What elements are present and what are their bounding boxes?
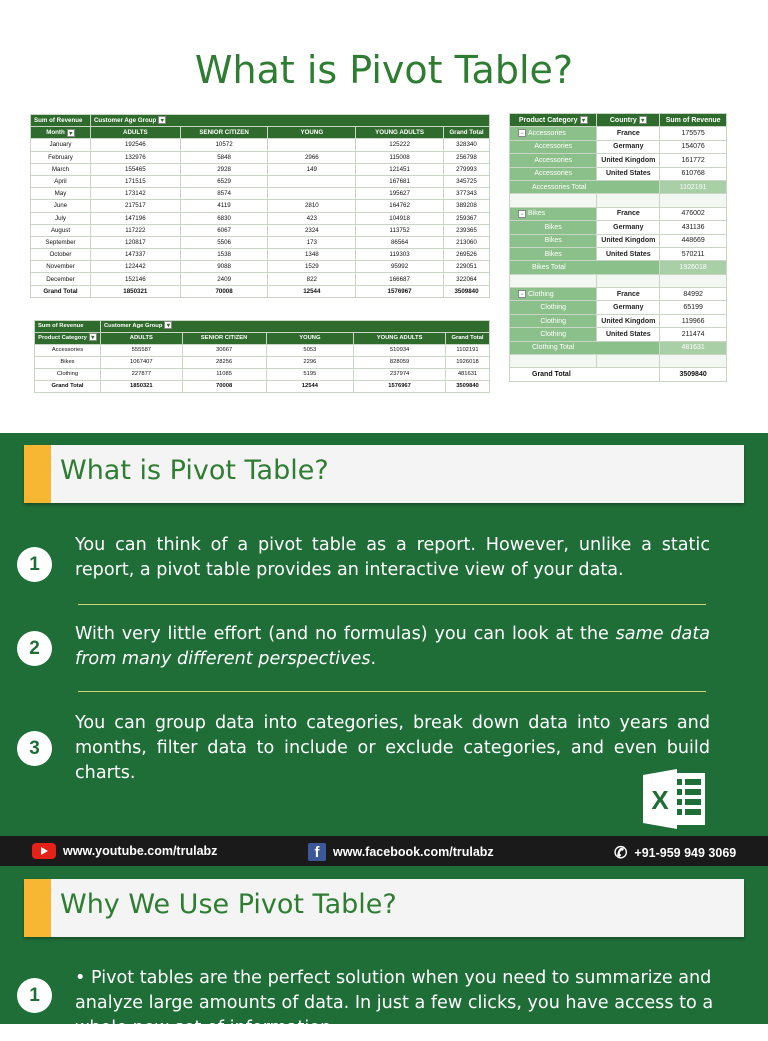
table-cell: 1102191 <box>445 345 489 357</box>
table-cell: 510934 <box>354 345 446 357</box>
table-cell: 11085 <box>182 369 266 381</box>
dropdown-icon[interactable]: ▾ <box>158 116 166 124</box>
table-cell: 822 <box>268 273 356 285</box>
divider <box>78 691 706 692</box>
country-cell: United Kingdom <box>597 314 660 327</box>
table-cell: 328340 <box>444 139 490 151</box>
collapse-icon[interactable]: − <box>518 129 526 137</box>
category-total-row <box>510 341 727 354</box>
grand-total-label: Grand Total <box>510 368 660 381</box>
table-row <box>35 345 490 357</box>
table-cell: 389208 <box>444 200 490 212</box>
country-cell: United States <box>597 328 660 341</box>
grand-total-row <box>510 368 727 381</box>
column-header: ADULTS <box>90 127 180 139</box>
table-cell: 125222 <box>356 139 444 151</box>
table-row <box>31 236 490 248</box>
table-cell: 104918 <box>356 212 444 224</box>
table-cell: 828059 <box>354 357 446 369</box>
table-row <box>31 139 490 151</box>
column-filter[interactable]: Country ▾ <box>597 114 660 127</box>
column-header: Grand Total <box>445 333 489 345</box>
table-cell: 322064 <box>444 273 490 285</box>
table-cell: 2966 <box>268 151 356 163</box>
table-cell: 5195 <box>266 369 354 381</box>
table-cell: Bikes <box>35 357 101 369</box>
table-row <box>31 188 490 200</box>
point-text: • Pivot tables are the perfect solution when you need to summarize and analyze large amounts of data. In just a few clicks, you have access to a whole new set of information. <box>75 968 714 1038</box>
table-cell: 1067407 <box>100 357 182 369</box>
table-cell: 1348 <box>268 249 356 261</box>
category-total-label: Accessories Total <box>510 180 660 193</box>
table-cell: 3509840 <box>445 381 489 393</box>
table-cell: January <box>31 139 91 151</box>
category-cell: Accessories <box>510 154 597 167</box>
point-number: 2 <box>17 631 52 666</box>
point-number: 3 <box>17 731 52 766</box>
table-row <box>510 314 727 327</box>
table-cell: 6067 <box>180 224 268 236</box>
table-cell: 195627 <box>356 188 444 200</box>
revenue-cell: 161772 <box>660 154 727 167</box>
table-cell: 167681 <box>356 175 444 187</box>
table-cell: 2296 <box>266 357 354 369</box>
revenue-cell: 84992 <box>660 288 727 301</box>
section-banner-what-is <box>24 445 744 503</box>
table-cell: September <box>31 236 91 248</box>
table-cell: 121451 <box>356 163 444 175</box>
phone-number: +91-959 949 3069 <box>634 846 737 860</box>
spacer-row <box>510 194 727 207</box>
table-cell: July <box>31 212 91 224</box>
category-total-value: 1926018 <box>660 261 727 274</box>
header-row <box>35 333 490 345</box>
excel-icon <box>641 767 707 831</box>
banner-accent <box>24 879 51 937</box>
column-header: YOUNG ADULTS <box>356 127 444 139</box>
column-header: Sum of Revenue <box>660 114 727 127</box>
table-cell: 3509840 <box>444 285 490 297</box>
pivot-table-by-country <box>509 113 727 382</box>
header-row <box>31 115 490 127</box>
section-heading: Why We Use Pivot Table? <box>60 889 397 920</box>
row-label-filter[interactable]: Product Category ▾ <box>35 333 101 345</box>
table-cell <box>597 274 660 287</box>
row-label-filter[interactable]: Month ▾ <box>31 127 91 139</box>
table-row <box>510 247 727 260</box>
table-cell: 117222 <box>90 224 180 236</box>
table-cell <box>268 139 356 151</box>
table-cell: Grand Total <box>31 285 91 297</box>
table-cell <box>660 194 727 207</box>
table-row <box>31 249 490 261</box>
table-cell: 213060 <box>444 236 490 248</box>
table-cell: 113752 <box>356 224 444 236</box>
point-number: 1 <box>17 978 52 1013</box>
table-row <box>31 273 490 285</box>
table-cell: 173142 <box>90 188 180 200</box>
table-cell <box>660 274 727 287</box>
table-row <box>510 154 727 167</box>
dropdown-icon[interactable]: ▾ <box>639 116 647 124</box>
table-cell: Clothing <box>35 369 101 381</box>
table-cell: 1926018 <box>445 357 489 369</box>
table-cell: February <box>31 151 91 163</box>
table-cell: May <box>31 188 91 200</box>
header-row <box>31 127 490 139</box>
page-title: What is Pivot Table? <box>194 48 574 92</box>
table-cell: 1850321 <box>100 381 182 393</box>
country-cell: France <box>597 207 660 220</box>
header-row <box>510 114 727 127</box>
svg-text:X: X <box>651 785 669 815</box>
category-total-label: Clothing Total <box>510 341 660 354</box>
country-cell: United Kingdom <box>597 154 660 167</box>
table-cell: 2409 <box>180 273 268 285</box>
table-cell: 122442 <box>90 261 180 273</box>
table-cell: 239365 <box>444 224 490 236</box>
revenue-cell: 119966 <box>660 314 727 327</box>
column-header: ADULTS <box>100 333 182 345</box>
table-cell: 237974 <box>354 369 446 381</box>
table-cell: 164762 <box>356 200 444 212</box>
revenue-cell: 570211 <box>660 247 727 260</box>
table-cell: June <box>31 200 91 212</box>
table-cell: 2928 <box>180 163 268 175</box>
category-total-value: 481631 <box>660 341 727 354</box>
table-cell: April <box>31 175 91 187</box>
table-cell: 2810 <box>268 200 356 212</box>
column-header: YOUNG <box>268 127 356 139</box>
table-cell: 119303 <box>356 249 444 261</box>
facebook-icon: f <box>308 843 326 861</box>
table-cell: 377343 <box>444 188 490 200</box>
facebook-link[interactable] <box>308 843 494 861</box>
table-row <box>31 163 490 175</box>
revenue-cell: 175575 <box>660 127 727 140</box>
table-cell: 155465 <box>90 163 180 175</box>
collapse-icon[interactable]: − <box>518 290 526 298</box>
grand-total-row <box>31 285 490 297</box>
table-cell <box>510 194 597 207</box>
table-cell: 259367 <box>444 212 490 224</box>
table-cell: Grand Total <box>35 381 101 393</box>
table-cell <box>660 355 727 368</box>
pivot-table-by-month <box>30 114 490 298</box>
table-cell: 147337 <box>90 249 180 261</box>
table-row <box>31 212 490 224</box>
table-cell: 5506 <box>180 236 268 248</box>
banner-accent <box>24 445 51 503</box>
table-cell: 1538 <box>180 249 268 261</box>
table-row <box>31 151 490 163</box>
spacer-row <box>510 355 727 368</box>
table-cell <box>268 188 356 200</box>
table-cell: October <box>31 249 91 261</box>
column-filter[interactable]: Product Category ▾ <box>510 114 597 127</box>
table-cell: 12544 <box>268 285 356 297</box>
collapse-icon[interactable]: − <box>518 210 526 218</box>
contact-footer <box>0 836 768 866</box>
table-row <box>510 127 727 140</box>
category-cell: Clothing <box>510 301 597 314</box>
table-cell: 1576967 <box>354 381 446 393</box>
table-cell: 70008 <box>182 381 266 393</box>
table-row <box>510 328 727 341</box>
revenue-cell: 610768 <box>660 167 727 180</box>
table-cell: 256798 <box>444 151 490 163</box>
point-text: You can group data into categories, break down data into years and months, filter data to include or exclude categories, and even build charts. <box>75 713 710 783</box>
table-cell: November <box>31 261 91 273</box>
country-cell: Germany <box>597 140 660 153</box>
table-cell: 5848 <box>180 151 268 163</box>
category-cell: Clothing <box>510 328 597 341</box>
dropdown-icon[interactable]: ▾ <box>580 116 588 124</box>
phone-contact <box>614 843 736 863</box>
phone-icon: ✆ <box>614 845 628 862</box>
category-cell: Accessories <box>510 167 597 180</box>
table-row <box>510 140 727 153</box>
table-cell: 120817 <box>90 236 180 248</box>
category-total-row <box>510 180 727 193</box>
pivot-table-by-category <box>34 320 490 393</box>
category-cell: Clothing <box>510 314 597 327</box>
corner-label: Sum of Revenue <box>31 115 91 127</box>
table-row <box>510 167 727 180</box>
country-cell: United States <box>597 167 660 180</box>
table-cell: 423 <box>268 212 356 224</box>
table-cell: 10572 <box>180 139 268 151</box>
dropdown-icon[interactable]: ▾ <box>67 129 75 137</box>
table-cell <box>268 175 356 187</box>
table-row <box>510 234 727 247</box>
table-row <box>31 200 490 212</box>
facebook-url: www.facebook.com/trulabz <box>333 845 494 859</box>
category-total-row <box>510 261 727 274</box>
point-text: You can think of a pivot table as a report. However, unlike a static report, a pivot table provides an interactive view of your data. <box>75 535 710 580</box>
youtube-link[interactable] <box>32 843 217 859</box>
country-cell: France <box>597 288 660 301</box>
table-cell: 86564 <box>356 236 444 248</box>
table-cell: 173 <box>268 236 356 248</box>
category-cell[interactable]: − Clothing <box>510 288 597 301</box>
grand-total-row <box>35 381 490 393</box>
country-cell: United States <box>597 247 660 260</box>
table-cell: 4119 <box>180 200 268 212</box>
table-cell: December <box>31 273 91 285</box>
table-cell: 95992 <box>356 261 444 273</box>
column-header: SENIOR CITIZEN <box>182 333 266 345</box>
table-cell: 6529 <box>180 175 268 187</box>
table-cell: 227877 <box>100 369 182 381</box>
table-cell <box>510 274 597 287</box>
table-cell: 481631 <box>445 369 489 381</box>
column-header: YOUNG <box>266 333 354 345</box>
table-cell: 279993 <box>444 163 490 175</box>
table-cell: 8574 <box>180 188 268 200</box>
table-cell: 229051 <box>444 261 490 273</box>
table-row <box>510 221 727 234</box>
table-row <box>35 357 490 369</box>
point-number: 1 <box>17 547 52 582</box>
table-cell: 9088 <box>180 261 268 273</box>
table-cell: 217517 <box>90 200 180 212</box>
category-cell[interactable]: − Accessories <box>510 127 597 140</box>
table-cell: 345725 <box>444 175 490 187</box>
column-header: Grand Total <box>444 127 490 139</box>
table-cell: March <box>31 163 91 175</box>
category-cell: Accessories <box>510 140 597 153</box>
category-cell: Bikes <box>510 247 597 260</box>
corner-label: Sum of Revenue <box>35 321 101 333</box>
column-group-filter[interactable]: Customer Age Group ▾ <box>100 321 489 333</box>
table-cell: 192546 <box>90 139 180 151</box>
youtube-url: www.youtube.com/trulabz <box>63 844 218 858</box>
table-cell: 171515 <box>90 175 180 187</box>
column-group-filter[interactable]: Customer Age Group ▾ <box>90 115 489 127</box>
revenue-cell: 476002 <box>660 207 727 220</box>
table-cell <box>510 355 597 368</box>
header-row <box>35 321 490 333</box>
table-cell: 149 <box>268 163 356 175</box>
category-total-value: 1102191 <box>660 180 727 193</box>
table-cell: August <box>31 224 91 236</box>
table-cell <box>597 355 660 368</box>
category-cell[interactable]: − Bikes <box>510 207 597 220</box>
table-cell: 132976 <box>90 151 180 163</box>
column-header: SENIOR CITIZEN <box>180 127 268 139</box>
category-cell: Bikes <box>510 234 597 247</box>
revenue-cell: 448669 <box>660 234 727 247</box>
revenue-cell: 431136 <box>660 221 727 234</box>
table-cell: 269526 <box>444 249 490 261</box>
table-cell: 1576967 <box>356 285 444 297</box>
spacer-row <box>510 274 727 287</box>
table-cell: 5053 <box>266 345 354 357</box>
table-cell: 70008 <box>180 285 268 297</box>
table-cell: 166687 <box>356 273 444 285</box>
revenue-cell: 154076 <box>660 140 727 153</box>
divider <box>78 604 706 605</box>
section-heading: What is Pivot Table? <box>60 455 329 486</box>
table-cell: 115008 <box>356 151 444 163</box>
country-cell: Germany <box>597 301 660 314</box>
table-row <box>31 261 490 273</box>
table-cell: 1850321 <box>90 285 180 297</box>
table-cell: 6830 <box>180 212 268 224</box>
youtube-icon <box>32 843 56 859</box>
table-row <box>510 207 727 220</box>
table-cell: 555587 <box>100 345 182 357</box>
table-cell: 12544 <box>266 381 354 393</box>
table-cell: Accessories <box>35 345 101 357</box>
category-total-label: Bikes Total <box>510 261 660 274</box>
table-cell: 152146 <box>90 273 180 285</box>
column-header: YOUNG ADULTS <box>354 333 446 345</box>
table-row <box>510 288 727 301</box>
table-row <box>31 175 490 187</box>
country-cell: United Kingdom <box>597 234 660 247</box>
table-cell: 1529 <box>268 261 356 273</box>
category-cell: Bikes <box>510 221 597 234</box>
table-cell: 30667 <box>182 345 266 357</box>
dropdown-icon[interactable]: ▾ <box>164 321 172 329</box>
table-row <box>35 369 490 381</box>
table-row <box>510 301 727 314</box>
point-text: With very little effort (and no formulas) you can look at the same data from many different perspectives. <box>75 624 710 669</box>
table-cell: 28256 <box>182 357 266 369</box>
table-cell: 2324 <box>268 224 356 236</box>
country-cell: Germany <box>597 221 660 234</box>
revenue-cell: 65199 <box>660 301 727 314</box>
grand-total-value: 3509840 <box>660 368 727 381</box>
revenue-cell: 211474 <box>660 328 727 341</box>
table-cell <box>597 194 660 207</box>
table-row <box>31 224 490 236</box>
dropdown-icon[interactable]: ▾ <box>89 333 97 341</box>
section-banner-why-use <box>24 879 744 937</box>
table-cell: 147196 <box>90 212 180 224</box>
country-cell: France <box>597 127 660 140</box>
